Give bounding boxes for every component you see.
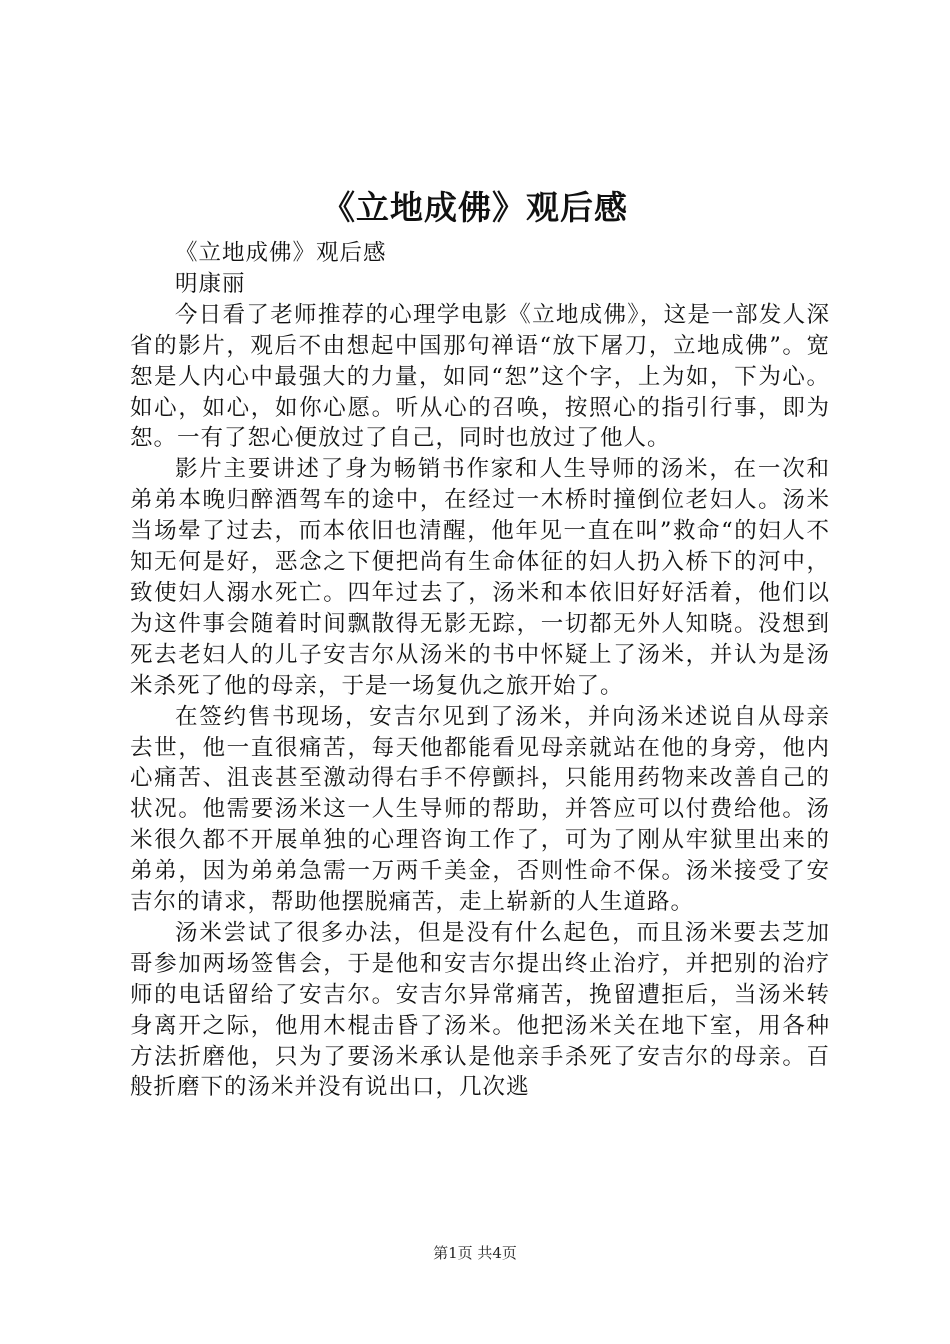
paragraph: 影片主要讲述了身为畅销书作家和人生导师的汤米，在一次和弟弟本晚归醉酒驾车的途中，在经过一木桥时撞倒位老妇人。汤米当场晕了过去，而本依旧也清醒，他年见一直在叫”救命“的妇人不知无何是好，恶念之下便把尚有生命体征的妇人扔入桥下的河中，致使妇人溺水死亡。四年过去了，汤米和本依旧好好活着，他们以为这件事会随着时间飘散得无影无踪，一切都无外人知晓。没想到死去老妇人的儿子安吉尔从汤米的书中怀疑上了汤米，并认为是汤米杀死了他的母亲，于是一场复仇之旅开始了。	[130, 456, 830, 699]
paragraph: 在签约售书现场，安吉尔见到了汤米，并向汤米述说自从母亲去世，他一直很痛苦，每天他都能看见母亲就站在他的身旁，他内心痛苦、沮丧甚至激动得右手不停颤抖，只能用药物来改善自己的状况。他需要汤米这一人生导师的帮助，并答应可以付费给他。汤米很久都不开展单独的心理咨询工作了，可为了刚从牢狱里出来的弟弟，因为弟弟急需一万两千美金，否则性命不保。汤米接受了安吉尔的请求，帮助他摆脱痛苦，走上崭新的人生道路。	[130, 703, 830, 916]
document-title: 《立地成佛》观后感	[322, 188, 628, 227]
subtitle-line: 《立地成佛》观后感	[175, 240, 387, 266]
document-body	[130, 238, 830, 1183]
page-number-footer: 第1页 共4页	[433, 1244, 517, 1262]
paragraph: 今日看了老师推荐的心理学电影《立地成佛》，这是一部发人深省的影片，观后不由想起中国那句禅语“放下屠刀，立地成佛”。宽恕是人内心中最强大的力量，如同“恕”这个字，上为如，下为心。如心，如心，如你心愿。听从心的召唤，按照心的指引行事，即为恕。一有了恕心便放过了自己，同时也放过了他人。	[130, 301, 830, 452]
author-line: 明康丽	[175, 270, 246, 297]
paragraph: 汤米尝试了很多办法，但是没有什么起色，而且汤米要去芝加哥参加两场签售会，于是他和安吉尔提出终止治疗，并把别的治疗师的电话留给了安吉尔。安吉尔异常痛苦，挽留遭拒后，当汤米转身离开之际，他用木棍击昏了汤米。他把汤米关在地下室，用各种方法折磨他，只为了要汤米承认是他亲手杀死了安吉尔的母亲。百般折磨下的汤米并没有说出口，几次逃	[130, 919, 830, 1101]
